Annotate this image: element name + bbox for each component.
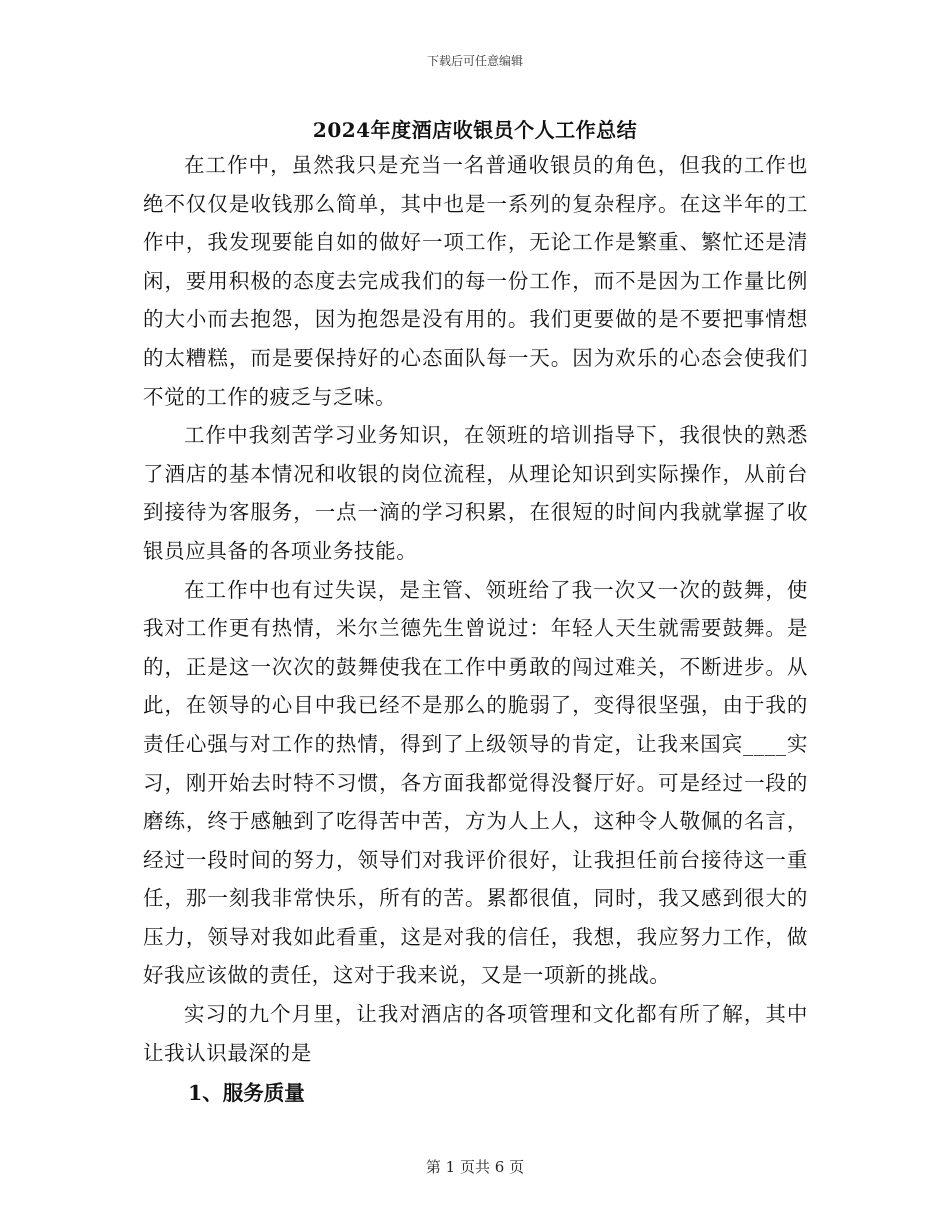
section-heading: 1、服务质量 bbox=[188, 1081, 305, 1105]
document-body bbox=[143, 146, 808, 1072]
page-header-note: 下载后可任意编辑 bbox=[426, 54, 523, 68]
paragraph-2: 工作中我刻苦学习业务知识，在领班的培训指导下，我很快的熟悉了酒店的基本情况和收银的岗位流程，从理论知识到实际操作，从前台到接待为客服务，一点一滴的学习积累，在很短的时间内我就掌握了收银员应具备的各项业务技能。 bbox=[143, 423, 808, 563]
paragraph-1: 在工作中，虽然我只是充当一名普通收银员的角色，但我的工作也绝不仅仅是收钱那么简单，其中也是一系列的复杂程序。在这半年的工作中，我发现要能自如的做好一项工作，无论工作是繁重、繁忙还是清闲，要用积极的态度去完成我们的每一份工作，而不是因为工作量比例的大小而去抱怨，因为抱怨是没有用的。我们更要做的是不要把事情想的太糟糕，而是要保持好的心态面队每一天。因为欢乐的心态会使我们不觉的工作的疲乏与乏味。 bbox=[143, 153, 808, 409]
paragraph-3: 在工作中也有过失误，是主管、领班给了我一次又一次的鼓舞，使我对工作更有热情，米尔兰德先生曾说过：年轻人天生就需要鼓舞。是的，正是这一次次的鼓舞使我在工作中勇敢的闯过难关，不断进步。从此，在领导的心目中我已经不是那么的脆弱了，变得很坚强，由于我的责任心强与对工作的热情，得到了上级领导的肯定，让我来国宾____实习，刚开始去时特不习惯，各方面我都觉得没餐厅好。可是经过一段的磨练，终于感触到了吃得苦中苦，方为人上人，这种令人敬佩的名言，经过一段时间的努力，领导们对我评价很好，让我担任前台接待这一重任，那一刻我非常快乐，所有的苦。累都很值，同时，我又感到很大的压力，领导对我如此看重，这是对我的信任，我想，我应努力工作，做好我应该做的责任，这对于我来说，又是一项新的挑战。 bbox=[143, 577, 808, 988]
document-title: 2024年度酒店收银员个人工作总结 bbox=[312, 118, 638, 142]
paragraph-4: 实习的九个月里，让我对酒店的各项管理和文化都有所了解，其中让我认识最深的是 bbox=[143, 1002, 808, 1065]
page-number: 第 1 页共 6 页 bbox=[425, 1158, 525, 1176]
